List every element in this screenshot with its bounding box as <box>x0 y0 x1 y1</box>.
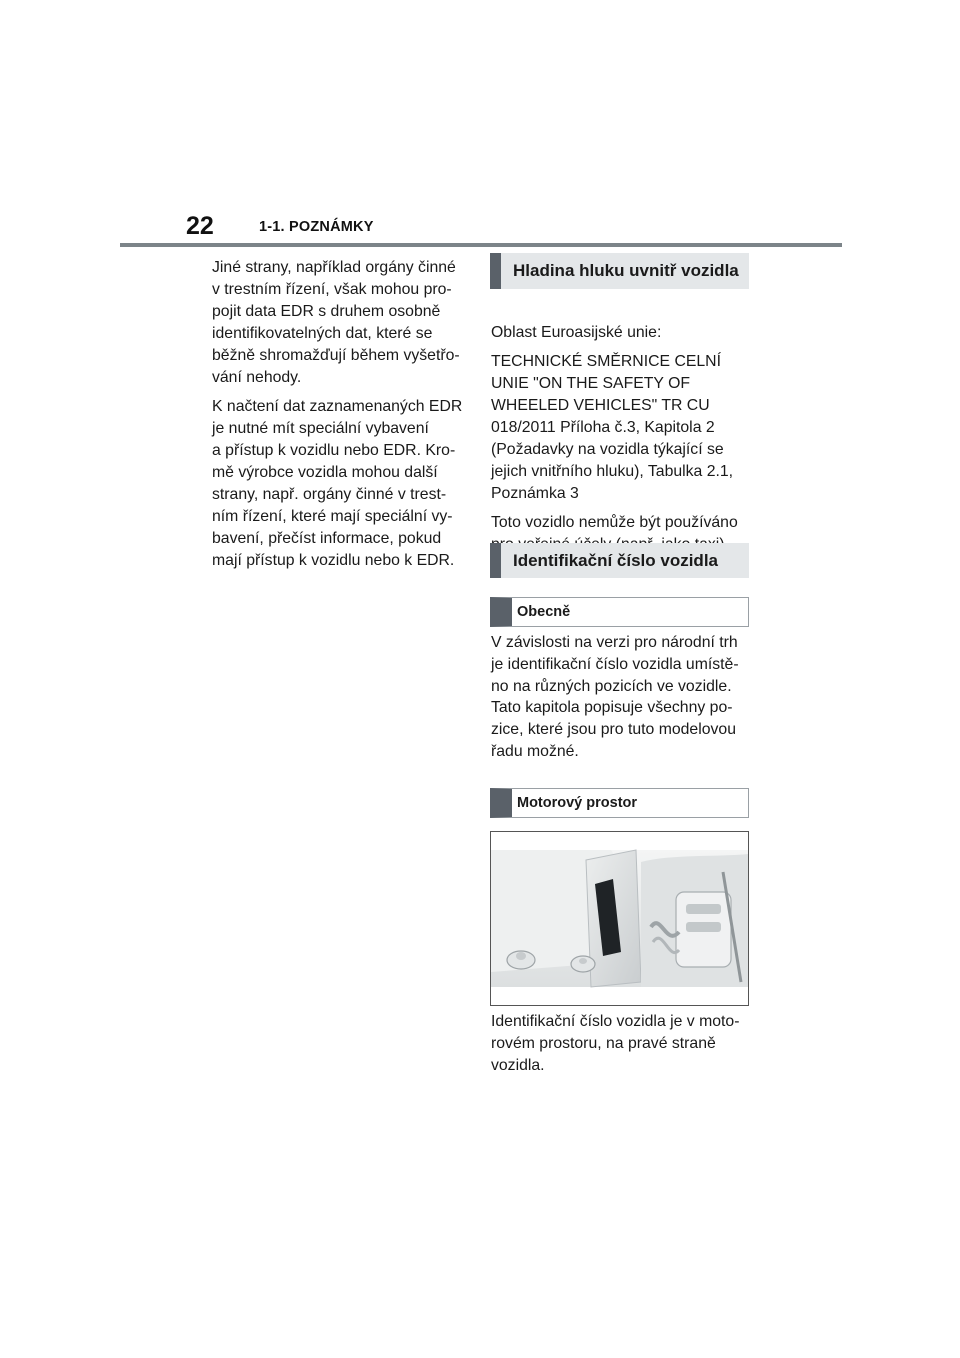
paragraph-edr-access <box>212 396 468 572</box>
engine-bay-subheading: Motorový prostor <box>490 788 749 818</box>
general-subheading: Obecně <box>490 597 749 627</box>
text-line: no na různých pozicích ve vozidle. <box>491 677 732 695</box>
text-line: UNIE "ON THE SAFETY OF <box>491 375 691 392</box>
text-line: a přístup k vozidlu nebo EDR. Kro- <box>212 442 456 459</box>
text-line: rovém prostoru, na pravé straně <box>491 1035 716 1052</box>
text-line: mě výrobce vozidla mohou další <box>212 464 438 481</box>
paragraph-regulation <box>491 351 753 505</box>
general-text <box>491 632 753 770</box>
paragraph-vin-general <box>491 632 753 763</box>
text-line: 018/2011 Příloha č.3, Kapitola 2 <box>491 419 715 436</box>
text-line: Tato kapitola popisuje všechny po- <box>491 699 733 717</box>
text-line: jejich vnitřního hluku), Tabulka 2.1, <box>491 463 734 480</box>
noise-level-text <box>491 322 753 563</box>
text-line: zice, které jsou pro tuto modelovou <box>491 721 736 739</box>
engine-bay-drawing <box>491 832 748 1005</box>
text-line: v trestním řízení, však mohou pro- <box>212 281 452 298</box>
vin-heading: Identifikační číslo vozidla <box>490 543 749 578</box>
paragraph-edr-data <box>212 257 468 389</box>
noise-level-heading: Hladina hluku uvnitř vozidla <box>490 253 749 289</box>
text-line: V závislosti na verzi pro národní trh <box>491 634 738 651</box>
text-line: Identifikační číslo vozidla je v moto- <box>491 1013 740 1030</box>
text-line: bavení, přečíst informace, pokud <box>212 530 442 547</box>
text-line: WHEELED VEHICLES" TR CU <box>491 397 710 414</box>
text-line: Toto vozidlo nemůže být používáno <box>491 514 738 531</box>
paragraph-region <box>491 322 753 344</box>
text-line: je identifikační číslo vozidla umístě- <box>491 655 739 673</box>
text-line: vání nehody. <box>212 369 302 386</box>
header-divider <box>120 243 842 247</box>
text-line: mají přístup k vozidlu nebo k EDR. <box>212 552 455 569</box>
text-line: identifikovatelných dat, které se <box>212 325 433 342</box>
text-line: TECHNICKÉ SMĚRNICE CELNÍ <box>491 353 721 370</box>
section-title: 1-1. POZNÁMKY <box>259 219 374 235</box>
text-line: vozidla. <box>491 1057 545 1074</box>
paragraph-engine-bay <box>491 1011 753 1077</box>
text-line: běžně shromažďují během vyšetřo- <box>212 347 460 364</box>
page-number: 22 <box>186 212 214 240</box>
text-line: K načtení dat zaznamenaných EDR <box>212 398 463 415</box>
text-line: je nutné mít speciální vybavení <box>212 420 429 437</box>
text-line: řadu možné. <box>491 742 579 760</box>
engine-bay-illustration <box>490 831 749 1006</box>
text-line: pojit data EDR s druhem osobně <box>212 303 441 320</box>
text-line: ním řízení, které mají speciální vy- <box>212 508 453 525</box>
text-line: strany, např. orgány činné v trest- <box>212 486 447 503</box>
left-column <box>212 257 468 579</box>
text-line: Poznámka 3 <box>491 485 579 502</box>
engine-bay-caption <box>491 1011 753 1084</box>
text-line: (Požadavky na vozidla týkající se <box>491 441 724 458</box>
text-line: Jiné strany, například orgány činné <box>212 259 456 276</box>
text-line: Oblast Euroasijské unie: <box>491 324 662 341</box>
